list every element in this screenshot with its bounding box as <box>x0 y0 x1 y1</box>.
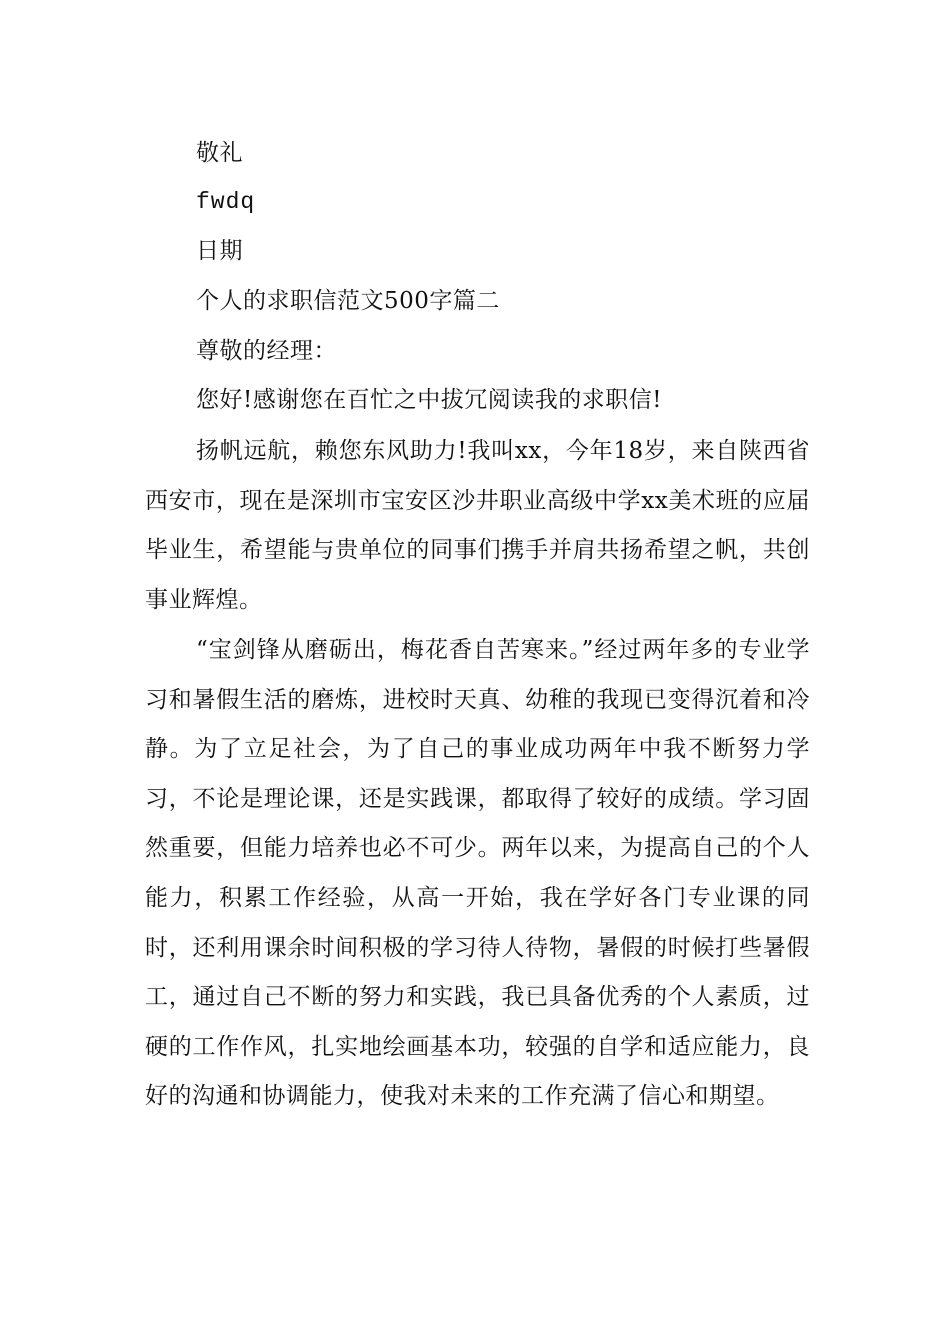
letter-greeting: 尊敬的经理： <box>196 338 337 364</box>
closing-date: 日期 <box>196 238 243 264</box>
letter-heading: 个人的求职信范文500字篇二 <box>196 288 500 314</box>
closing-signature: fwdq <box>196 189 256 215</box>
body-paragraph-experience: “宝剑锋从磨砺出，梅花香自苦寒来。”经过两年多的专业学习和暑假生活的磨炼，进校时天真、幼稚的我现已变得沉着和冷静。为了立足社会，为了自己的事业成功两年中我不断努力学习，不论是理论课，还是实践课，都取得了较好的成绩。学习固然重要，但能力培养也必不可少。两年以来，为提高自己的个人能力，积累工作经验，从高一开始，我在学好各门专业课的同时，还利用课余时间积极的学习待人待物，暑假的时候打些暑假工，通过自己不断的努力和实践，我已具备优秀的个人素质，过硬的工作作风，扎实地绘画基本功，较强的自学和适应能力，良好的沟通和协调能力，使我对未来的工作充满了信心和期望。 <box>145 637 810 1110</box>
body-paragraph-intro: 扬帆远航，赖您东风助力!我叫xx，今年18岁，来自陕西省西安市，现在是深圳市宝安区沙井职业高级中学xx美术班的应届毕业生，希望能与贵单位的同事们携手并肩共扬希望之帆，共创事业辉煌。 <box>145 438 810 613</box>
closing-salutation: 敬礼 <box>196 140 243 166</box>
letter-opening: 您好!感谢您在百忙之中拔冗阅读我的求职信! <box>196 387 662 413</box>
